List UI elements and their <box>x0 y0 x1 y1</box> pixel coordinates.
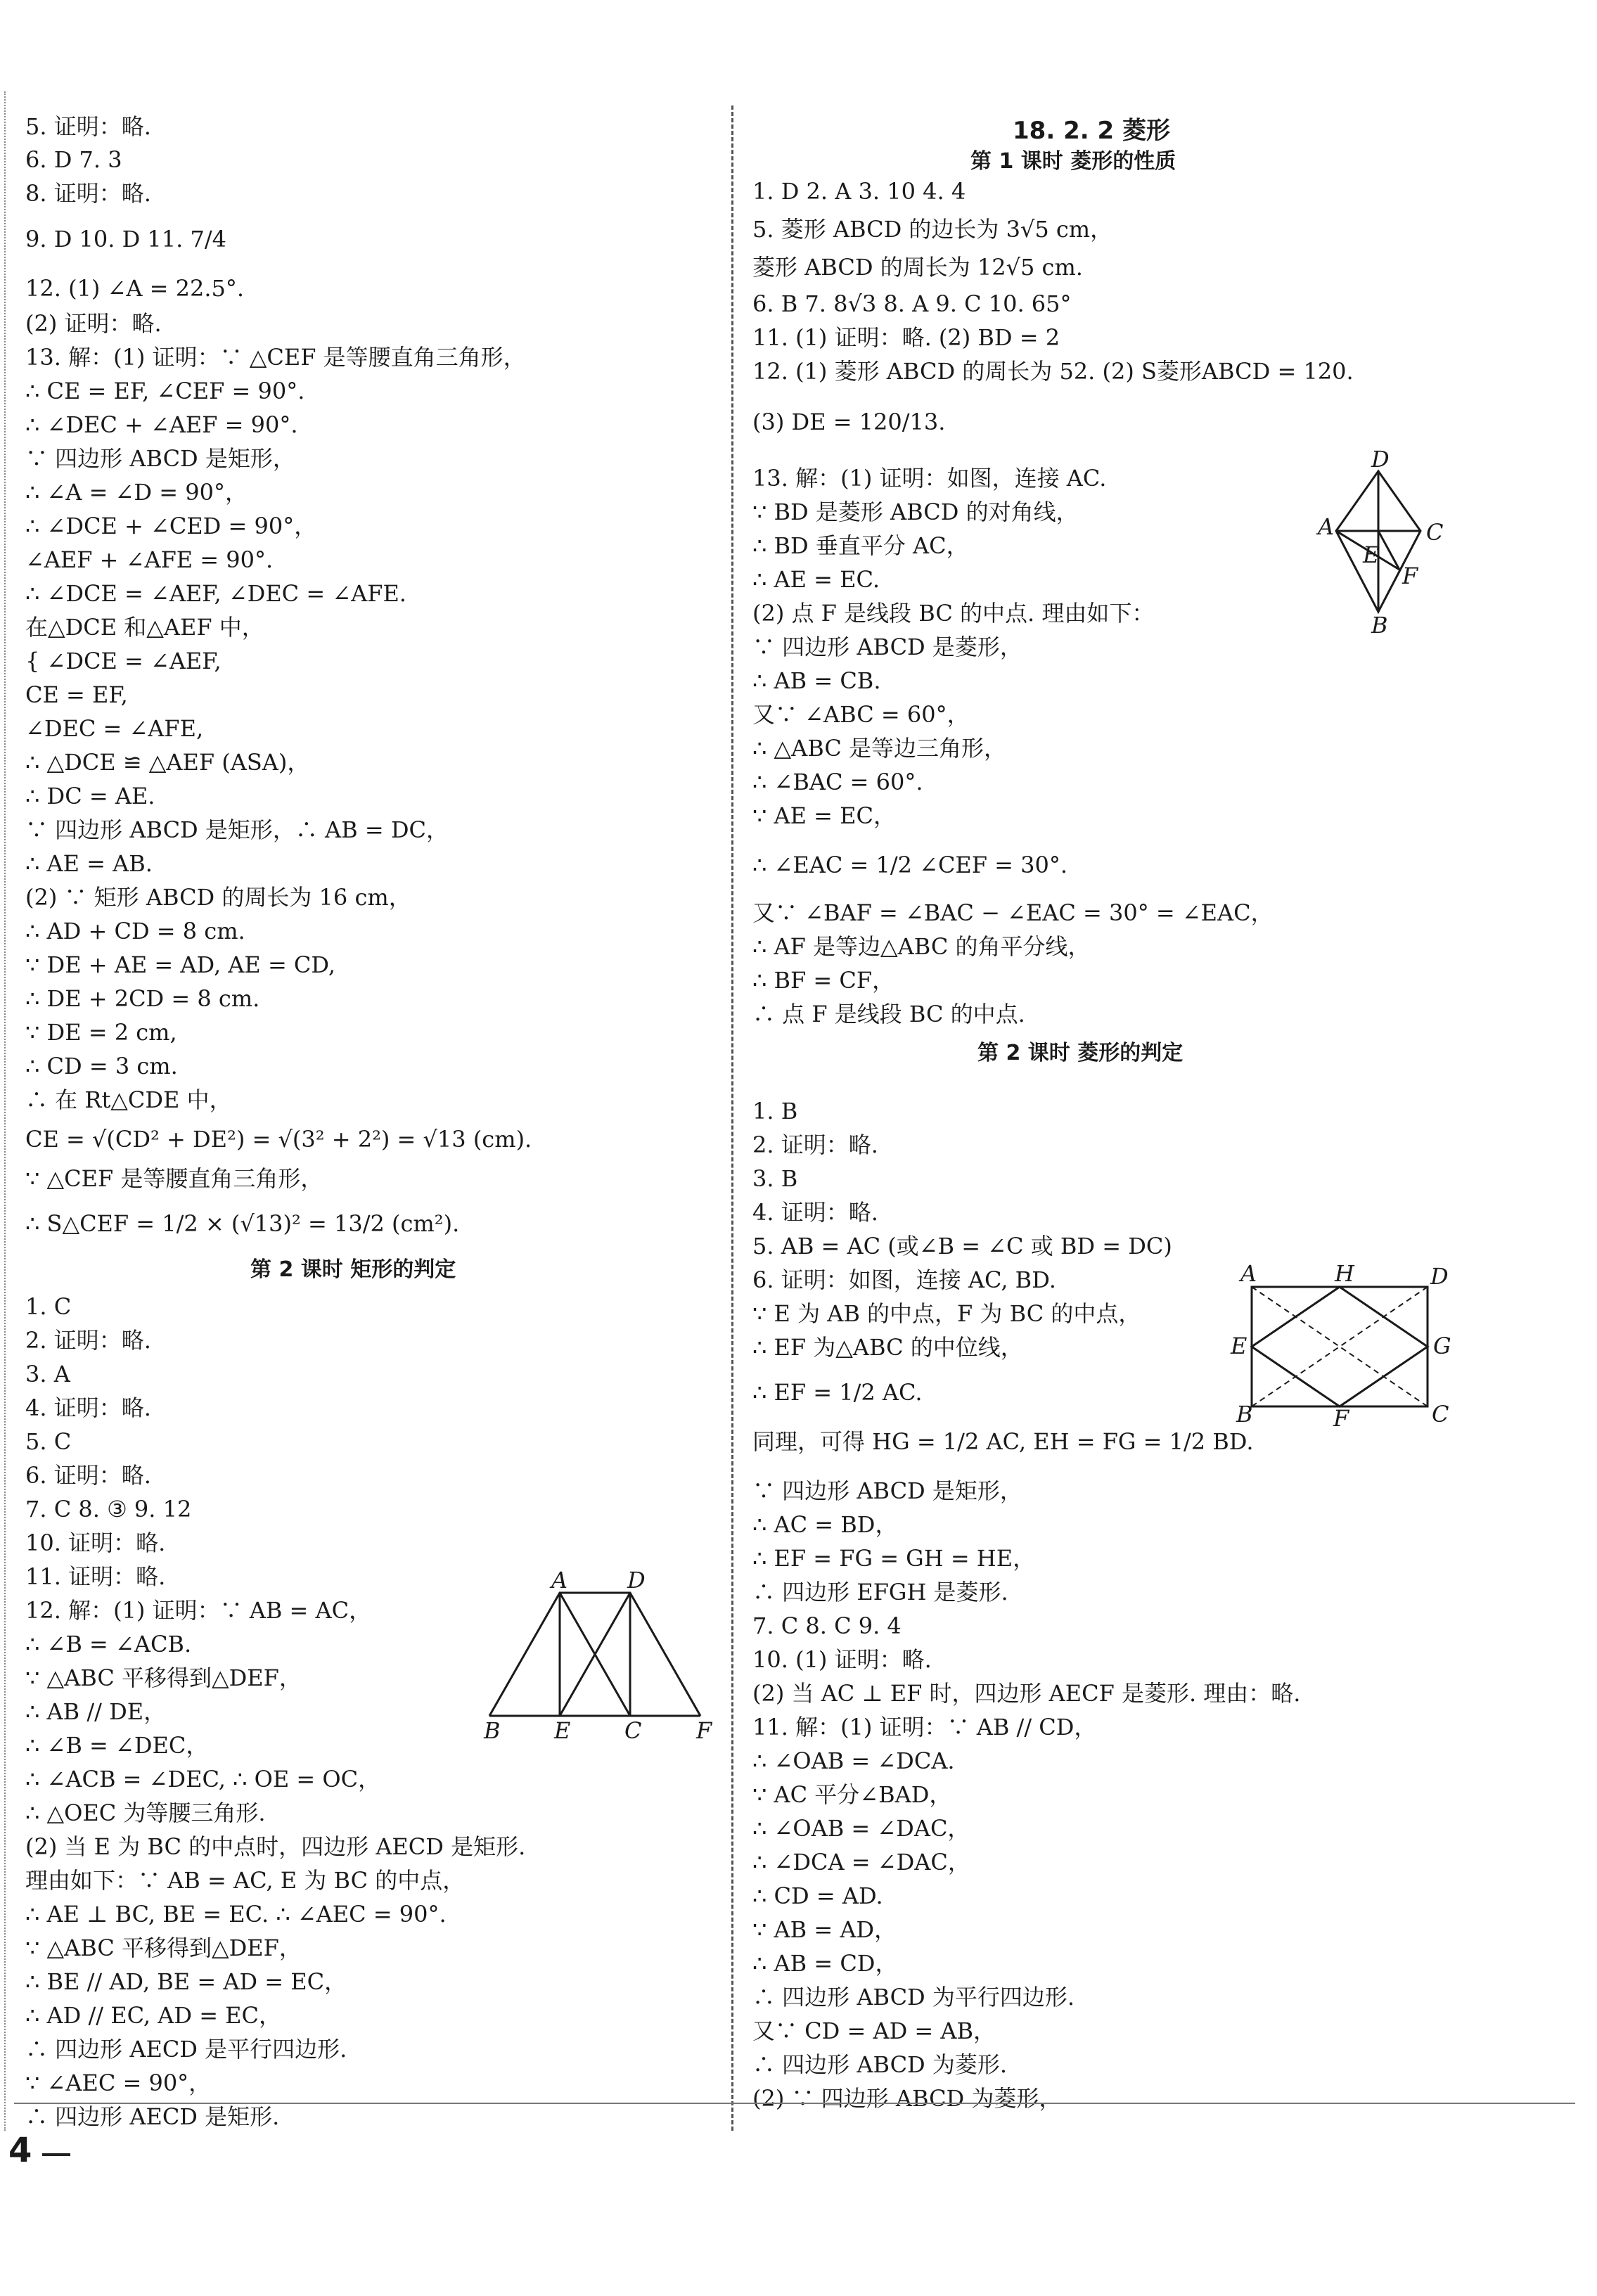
point-label: D <box>1371 446 1390 473</box>
chapter-heading: 18. 2. 2 菱形 <box>1013 117 1170 145</box>
answer-line: 又∵ ∠BAF = ∠BAC − ∠EAC = 30° = ∠EAC， <box>752 899 1274 926</box>
answer-line: 又∵ CD = AD = AB， <box>752 2018 996 2044</box>
answer-line: ∴ CE = EF, ∠CEF = 90°. <box>25 378 305 404</box>
answer-line: ∴ S△CEF = 1/2 × (√13)² = 13/2 (cm²). <box>25 1210 460 1237</box>
answer-line: 6. 证明：略. <box>25 1462 151 1489</box>
answer-line: ∴ AC = BD， <box>752 1511 898 1538</box>
point-label: E <box>554 1717 571 1744</box>
answer-line: ∴ 四边形 AECD 是矩形. <box>25 2103 280 2130</box>
translated-triangles-figure <box>484 1567 743 1744</box>
answer-line: ∵ DE = 2 cm, <box>25 1019 177 1046</box>
answer-line: ∵ DE + AE = AD, AE = CD, <box>25 951 336 978</box>
answer-line: ∵ △CEF 是等腰直角三角形， <box>25 1165 323 1192</box>
section-heading: 第 1 课时 菱形的性质 <box>970 149 1176 174</box>
point-label: A <box>551 1567 568 1593</box>
answer-line: (2) ∵ 矩形 ABCD 的周长为 16 cm， <box>25 884 411 911</box>
answer-line: 5. AB = AC (或∠B = ∠C 或 BD = DC) <box>752 1233 1172 1259</box>
point-label: F <box>1402 563 1418 589</box>
answer-line: (2) 当 E 为 BC 的中点时，四边形 AECD 是矩形. <box>25 1833 526 1860</box>
answer-line: ∵ E 为 AB 的中点，F 为 BC 的中点， <box>752 1300 1141 1327</box>
answer-line: 13. 解：(1) 证明：∵ △CEF 是等腰直角三角形， <box>25 344 526 371</box>
binding-margin-mark <box>4 91 6 2131</box>
point-label: B <box>1236 1401 1253 1428</box>
answer-line: 1. C <box>25 1293 72 1320</box>
answer-line: ∴ AD // EC, AD = EC， <box>25 2002 282 2029</box>
answer-line: ∴ CD = 3 cm. <box>25 1053 178 1079</box>
answer-line: 5. C <box>25 1428 72 1455</box>
answer-line: ∴ 四边形 EFGH 是菱形. <box>752 1579 1008 1605</box>
answer-line: CE = EF, <box>25 681 128 708</box>
answer-line: 7. C 8. ③ 9. 12 <box>25 1496 192 1522</box>
rectangle-midpoint-figure <box>1231 1260 1456 1432</box>
answer-line: ∵ ∠AEC = 90°， <box>25 2070 212 2096</box>
answer-line: CE = √(CD² + DE²) = √(3² + 2²) = √13 (cm). <box>25 1126 532 1153</box>
answer-line: ∴ ∠DCE = ∠AEF, ∠DEC = ∠AFE. <box>25 580 406 607</box>
answer-line: ∴ DC = AE. <box>25 783 155 809</box>
answer-line: ∠DEC = ∠AFE, <box>25 715 204 742</box>
answer-line: ∴ ∠ACB = ∠DEC, ∴ OE = OC， <box>25 1766 381 1792</box>
answer-line: ∴ AD + CD = 8 cm. <box>25 918 245 944</box>
point-label: D <box>627 1567 646 1593</box>
point-label: H <box>1335 1260 1354 1287</box>
answer-line: ∴ 四边形 ABCD 为菱形. <box>752 2051 1008 2078</box>
answer-line: 10. (1) 证明：略. <box>752 1646 932 1673</box>
answer-line: ∴ AE = AB. <box>25 850 153 877</box>
answer-line: 3. B <box>752 1165 798 1192</box>
answer-line: ∵ AE = EC， <box>752 802 897 829</box>
answer-line: 8. 证明：略. <box>25 180 151 207</box>
answer-line: { ∠DCE = ∠AEF, <box>25 648 222 674</box>
answer-line: ∴ AE = EC. <box>752 566 880 593</box>
answer-line: (3) DE = 120/13. <box>752 409 946 435</box>
page-number-dash <box>42 2153 70 2156</box>
answer-line: ∠AEF + ∠AFE = 90°. <box>25 546 274 573</box>
answer-line: 6. 证明：如图，连接 AC, BD. <box>752 1266 1056 1293</box>
answer-line: ∴ △ABC 是等边三角形， <box>752 735 1007 762</box>
page-number: 4 <box>8 2131 32 2170</box>
answer-line: 5. 菱形 ABCD 的边长为 3√5 cm， <box>752 216 1113 243</box>
answer-line: 6. B 7. 8√3 8. A 9. C 10. 65° <box>752 290 1072 317</box>
answer-line: ∴ 四边形 AECD 是平行四边形. <box>25 2036 347 2063</box>
answer-line: ∴ ∠A = ∠D = 90°， <box>25 479 248 506</box>
answer-line: 3. A <box>25 1361 70 1387</box>
point-label: C <box>1432 1401 1449 1428</box>
answer-line: ∴ △OEC 为等腰三角形. <box>25 1800 266 1826</box>
answer-line: ∴ ∠B = ∠ACB. <box>25 1631 192 1657</box>
answer-line: ∴ EF 为△ABC 的中位线， <box>752 1334 1023 1361</box>
point-label: B <box>1371 612 1388 639</box>
answer-line: 11. (1) 证明：略. (2) BD = 2 <box>752 324 1060 351</box>
answer-line: ∴ AB = CB. <box>752 667 881 694</box>
answer-line: ∴ ∠DCE + ∠CED = 90°， <box>25 513 317 539</box>
answer-line: ∵ AB = AD， <box>752 1916 897 1943</box>
answer-line: ∵ 四边形 ABCD 是矩形， <box>752 1477 1022 1504</box>
answer-line: ∴ AF 是等边△ABC 的角平分线， <box>752 933 1091 960</box>
point-label: F <box>1333 1405 1349 1432</box>
answer-line: 5. 证明：略. <box>25 113 151 140</box>
point-label: B <box>484 1717 501 1744</box>
answer-line: ∴ ∠EAC = 1/2 ∠CEF = 30°. <box>752 852 1068 878</box>
point-label: A <box>1240 1260 1257 1287</box>
answer-line: 同理，可得 HG = 1/2 AC, EH = FG = 1/2 BD. <box>752 1428 1254 1455</box>
answer-line: ∴ 四边形 ABCD 为平行四边形. <box>752 1984 1075 2010</box>
answer-line: ∴ ∠OAB = ∠DAC， <box>752 1815 970 1842</box>
answer-line: ∴ AB // DE， <box>25 1698 167 1725</box>
answer-line: ∴ ∠DEC + ∠AEF = 90°. <box>25 411 298 438</box>
answer-line: ∴ 点 F 是线段 BC 的中点. <box>752 1001 1025 1027</box>
answer-line: ∴ DE + 2CD = 8 cm. <box>25 985 260 1012</box>
answer-line: ∵ 四边形 ABCD 是菱形， <box>752 634 1022 660</box>
answer-line: 1. B <box>752 1098 798 1124</box>
answer-line: 2. 证明：略. <box>25 1327 151 1354</box>
answer-line: 10. 证明：略. <box>25 1529 166 1556</box>
answer-line: 1. D 2. A 3. 10 4. 4 <box>752 178 966 205</box>
point-label: C <box>1426 519 1444 546</box>
answer-line: 6. D 7. 3 <box>25 146 122 173</box>
answer-line: ∴ ∠DCA = ∠DAC， <box>752 1849 970 1875</box>
answer-line: (2) 当 AC ⊥ EF 时，四边形 AECF 是菱形. 理由：略. <box>752 1680 1301 1707</box>
answer-line: ∴ BD 垂直平分 AC， <box>752 532 969 559</box>
answer-line: (2) 证明：略. <box>25 310 162 337</box>
answer-line: ∴ BE // AD, BE = AD = EC， <box>25 1968 347 1995</box>
answer-line: ∴ ∠OAB = ∠DCA. <box>752 1747 955 1774</box>
answer-line: ∵ △ABC 平移得到△DEF， <box>25 1935 302 1961</box>
answer-line: ∴ △DCE ≌ △AEF (ASA)， <box>25 749 310 776</box>
answer-line: 又∵ ∠ABC = 60°， <box>752 701 970 728</box>
answer-line: 理由如下：∵ AB = AC, E 为 BC 的中点， <box>25 1867 466 1894</box>
answer-line: ∵ 四边形 ABCD 是矩形，∴ AB = DC， <box>25 816 449 843</box>
answer-line: ∴ EF = FG = GH = HE， <box>752 1545 1036 1572</box>
answer-line: 4. 证明：略. <box>752 1199 878 1226</box>
answer-line: 13. 解：(1) 证明：如图，连接 AC. <box>752 465 1107 492</box>
answer-line: 在△DCE 和△AEF 中， <box>25 614 264 641</box>
answer-line: 7. C 8. C 9. 4 <box>752 1612 902 1639</box>
point-label: F <box>696 1717 712 1744</box>
column-divider <box>731 105 733 2131</box>
answer-line: 11. 证明：略. <box>25 1563 166 1590</box>
point-label: G <box>1433 1333 1451 1359</box>
answer-line: ∴ 在 Rt△CDE 中， <box>25 1086 232 1113</box>
footer-rule <box>14 2103 1575 2104</box>
answer-line: ∴ AE ⊥ BC, BE = EC. ∴ ∠AEC = 90°. <box>25 1901 447 1928</box>
answer-line: ∴ CD = AD. <box>752 1883 883 1909</box>
section-heading: 第 2 课时 菱形的判定 <box>977 1041 1184 1065</box>
answer-line: 菱形 ABCD 的周长为 12√5 cm. <box>752 254 1083 281</box>
answer-line: ∵ △ABC 平移得到△DEF， <box>25 1665 302 1691</box>
answer-line: 12. (1) ∠A = 22.5°. <box>25 275 245 302</box>
point-label: D <box>1430 1263 1449 1290</box>
answer-line: 11. 解：(1) 证明：∵ AB // CD， <box>752 1714 1097 1740</box>
answer-line: ∴ ∠BAC = 60°. <box>752 769 923 795</box>
point-label: C <box>624 1717 642 1744</box>
answer-line: 2. 证明：略. <box>752 1131 878 1158</box>
point-label: E <box>1231 1333 1248 1359</box>
answer-line: (2) 点 F 是线段 BC 的中点. 理由如下： <box>752 600 1155 627</box>
answer-line: ∵ 四边形 ABCD 是矩形， <box>25 445 295 472</box>
answer-line: 4. 证明：略. <box>25 1394 151 1421</box>
answer-line: ∴ EF = 1/2 AC. <box>752 1379 923 1406</box>
point-label: E <box>1363 541 1380 568</box>
answer-line: 9. D 10. D 11. 7/4 <box>25 226 226 252</box>
answer-line: (2) ∵ 四边形 ABCD 为菱形， <box>752 2085 1062 2112</box>
answer-line: ∴ AB = CD， <box>752 1950 898 1977</box>
answer-line: ∴ ∠B = ∠DEC， <box>25 1732 209 1759</box>
answer-line: ∵ BD 是菱形 ABCD 的对角线， <box>752 499 1079 525</box>
section-heading: 第 2 课时 矩形的判定 <box>250 1257 456 1282</box>
answer-line: 12. (1) 菱形 ABCD 的周长为 52. (2) S菱形ABCD = 120. <box>752 358 1354 385</box>
answer-line: ∴ BF = CF， <box>752 967 895 994</box>
point-label: A <box>1318 513 1335 540</box>
rhombus-figure <box>1318 446 1449 639</box>
answer-line: 12. 解：(1) 证明：∵ AB = AC， <box>25 1597 372 1624</box>
answer-line: ∵ AC 平分∠BAD， <box>752 1781 952 1808</box>
